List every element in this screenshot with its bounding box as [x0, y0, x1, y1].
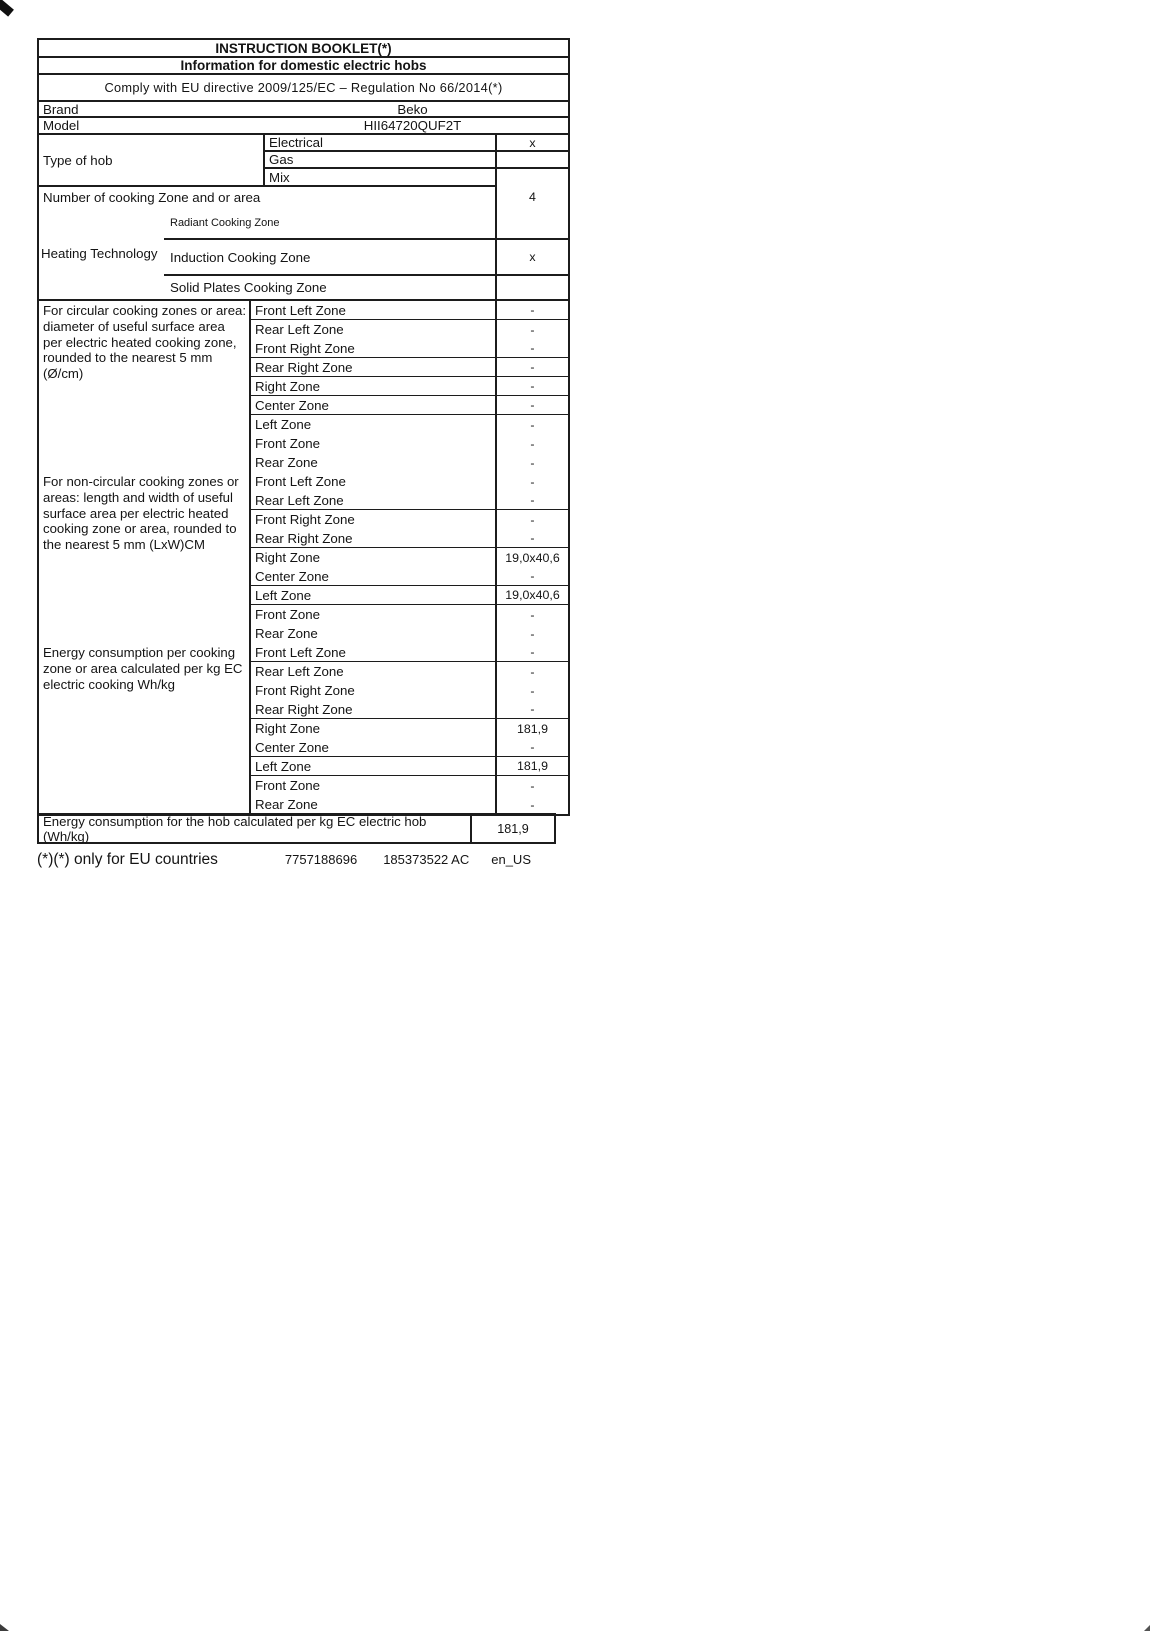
zone-value: - [495, 738, 568, 756]
zone-value: - [495, 396, 568, 414]
zone-name: Front Right Zone [249, 681, 495, 700]
table-row [164, 240, 568, 276]
type-of-hob-options [265, 135, 568, 187]
zone-name: Right Zone [249, 548, 495, 567]
table-row [249, 377, 568, 396]
table-row [249, 491, 568, 510]
heating-technology-label: Heating Technology [41, 245, 158, 261]
directive-compliance-note: Comply with EU directive 2009/125/EC – Regulation No 66/2014(*) [39, 75, 568, 102]
table-row [249, 719, 568, 738]
type-electrical-label: Electrical [269, 135, 323, 150]
table-row [249, 738, 568, 757]
zone-name: Front Zone [249, 605, 495, 624]
zone-value: - [495, 415, 568, 434]
zone-value: 181,9 [495, 757, 568, 775]
zone-name: Rear Left Zone [249, 320, 495, 339]
hob-energy-total-value: 181,9 [470, 815, 554, 842]
zone-name: Front Zone [249, 776, 495, 795]
zone-value: 19,0x40,6 [495, 548, 568, 567]
table-row [265, 152, 568, 169]
table-row [249, 510, 568, 529]
type-of-hob-label: Type of hob [39, 135, 265, 187]
document-code-1: 7757188696 [284, 852, 358, 867]
zone-value: - [495, 795, 568, 814]
zone-value: - [495, 339, 568, 357]
zone-name: Rear Left Zone [249, 491, 495, 509]
zone-value: - [495, 301, 568, 319]
induction-zone-label: Induction Cooking Zone [170, 249, 311, 265]
zone-value: 181,9 [495, 719, 568, 738]
zone-value: - [495, 776, 568, 795]
zone-name: Rear Zone [249, 795, 495, 814]
document-codes [218, 852, 531, 867]
table-row [249, 757, 568, 776]
zone-value: - [495, 529, 568, 547]
zone-name: Rear Left Zone [249, 662, 495, 681]
brand-value: Beko [397, 101, 428, 117]
document-subtitle: Information for domestic electric hobs [39, 58, 568, 75]
zone-name: Rear Zone [249, 624, 495, 643]
zone-value: - [495, 491, 568, 509]
heating-technology-rows [164, 207, 568, 299]
model-label: Model [43, 118, 80, 133]
hob-energy-total-row [37, 813, 556, 844]
table-row [249, 643, 568, 662]
table-row [164, 207, 568, 240]
model-row [39, 118, 568, 135]
zone-count-value: 4 [495, 187, 568, 207]
zone-value: - [495, 662, 568, 681]
table-row [249, 681, 568, 700]
brand-label: Brand [43, 101, 79, 117]
zone-name: Rear Zone [249, 453, 495, 472]
circular-zones-description: For circular cooking zones or area: diameter of useful surface area per electric heated cooking zone, rounded to the nearest 5 mm (Ø/cm) [43, 303, 247, 382]
table-row [249, 548, 568, 567]
type-mix-label: Mix [265, 169, 495, 187]
zone-name: Front Left Zone [249, 643, 495, 661]
type-gas-value [495, 152, 568, 167]
table-row [265, 135, 568, 152]
zone-value: - [495, 377, 568, 395]
table-row [249, 301, 568, 320]
zone-value: - [495, 434, 568, 453]
zone-name: Rear Right Zone [249, 529, 495, 547]
zone-count-label: Number of cooking Zone and or area [43, 189, 261, 205]
table-row [265, 169, 568, 187]
zone-value: 19,0x40,6 [495, 586, 568, 604]
table-row [249, 624, 568, 643]
table-row [164, 276, 568, 299]
zone-rows [249, 301, 568, 814]
induction-zone-value: x [495, 240, 568, 274]
zone-value: - [495, 472, 568, 491]
scan-corner-artifact-bottom-left [0, 1624, 9, 1631]
zone-value: - [495, 453, 568, 472]
table-row [249, 700, 568, 719]
hob-energy-total-label: Energy consumption for the hob calculated per kg EC electric hob (Wh/kg) [43, 813, 427, 844]
table-row [249, 567, 568, 586]
type-gas-label: Gas [269, 152, 294, 167]
table-row [249, 396, 568, 415]
document-title: INSTRUCTION BOOKLET(*) [39, 40, 568, 58]
zone-name: Center Zone [249, 738, 495, 756]
zone-value: - [495, 605, 568, 624]
page-footer [37, 851, 597, 869]
zone-name: Front Left Zone [249, 301, 495, 319]
zone-value: - [495, 624, 568, 643]
scan-corner-artifact-top-left [0, 0, 14, 17]
zone-value: - [495, 700, 568, 718]
zone-value: - [495, 358, 568, 376]
table-row [249, 795, 568, 814]
table-row [249, 472, 568, 491]
table-row [249, 586, 568, 605]
table-row [249, 339, 568, 358]
zone-name: Center Zone [249, 396, 495, 414]
table-row [249, 605, 568, 624]
zone-name: Left Zone [249, 757, 495, 775]
zone-value: - [495, 681, 568, 700]
zone-name: Left Zone [249, 586, 495, 604]
solid-plates-zone-label: Solid Plates Cooking Zone [170, 280, 327, 295]
zone-value: - [495, 643, 568, 661]
zone-name: Right Zone [249, 719, 495, 738]
zone-name: Front Right Zone [249, 339, 495, 357]
table-row [249, 776, 568, 795]
non-circular-zones-description: For non-circular cooking zones or areas: length and width of useful surface area per electric heated cooking zone or area, rounded to the nearest 5 mm (LxW)CM [43, 474, 239, 553]
table-row [249, 453, 568, 472]
zone-name: Front Left Zone [249, 472, 495, 491]
zone-section-labels [39, 301, 249, 814]
zone-name: Front Right Zone [249, 510, 495, 529]
zone-value: - [495, 567, 568, 585]
table-row [249, 358, 568, 377]
zone-name: Center Zone [249, 567, 495, 585]
table-row [249, 415, 568, 434]
zone-name: Rear Right Zone [249, 358, 495, 376]
radiant-zone-value [495, 207, 568, 238]
radiant-zone-label: Radiant Cooking Zone [170, 216, 280, 229]
solid-plates-zone-value [495, 276, 568, 299]
eu-countries-note: (*)(*) only for EU countries [37, 851, 218, 868]
zone-name: Rear Right Zone [249, 700, 495, 718]
language-code: en_US [491, 852, 531, 867]
zone-name: Front Zone [249, 434, 495, 453]
zone-name: Left Zone [249, 415, 495, 434]
hob-information-table [37, 38, 570, 816]
table-row [249, 662, 568, 681]
table-row [249, 434, 568, 453]
model-value: HII64720QUF2T [363, 118, 462, 133]
brand-row [39, 102, 568, 118]
type-of-hob-block [39, 135, 568, 187]
document-code-2: 185373522 AC [383, 852, 470, 867]
table-row [249, 320, 568, 339]
type-electrical-value: x [495, 135, 568, 150]
cooking-zones-section [39, 299, 568, 814]
energy-per-zone-description: Energy consumption per cooking zone or area calculated per kg EC electric cooking Wh/kg [43, 645, 243, 692]
zone-name: Right Zone [249, 377, 495, 395]
zone-value: - [495, 510, 568, 529]
zone-count-row [39, 187, 568, 207]
type-mix-value [495, 169, 568, 187]
scan-corner-artifact-bottom-right [1144, 1625, 1150, 1631]
zone-value: - [495, 320, 568, 339]
table-row [249, 529, 568, 548]
heating-technology-block [39, 207, 568, 299]
